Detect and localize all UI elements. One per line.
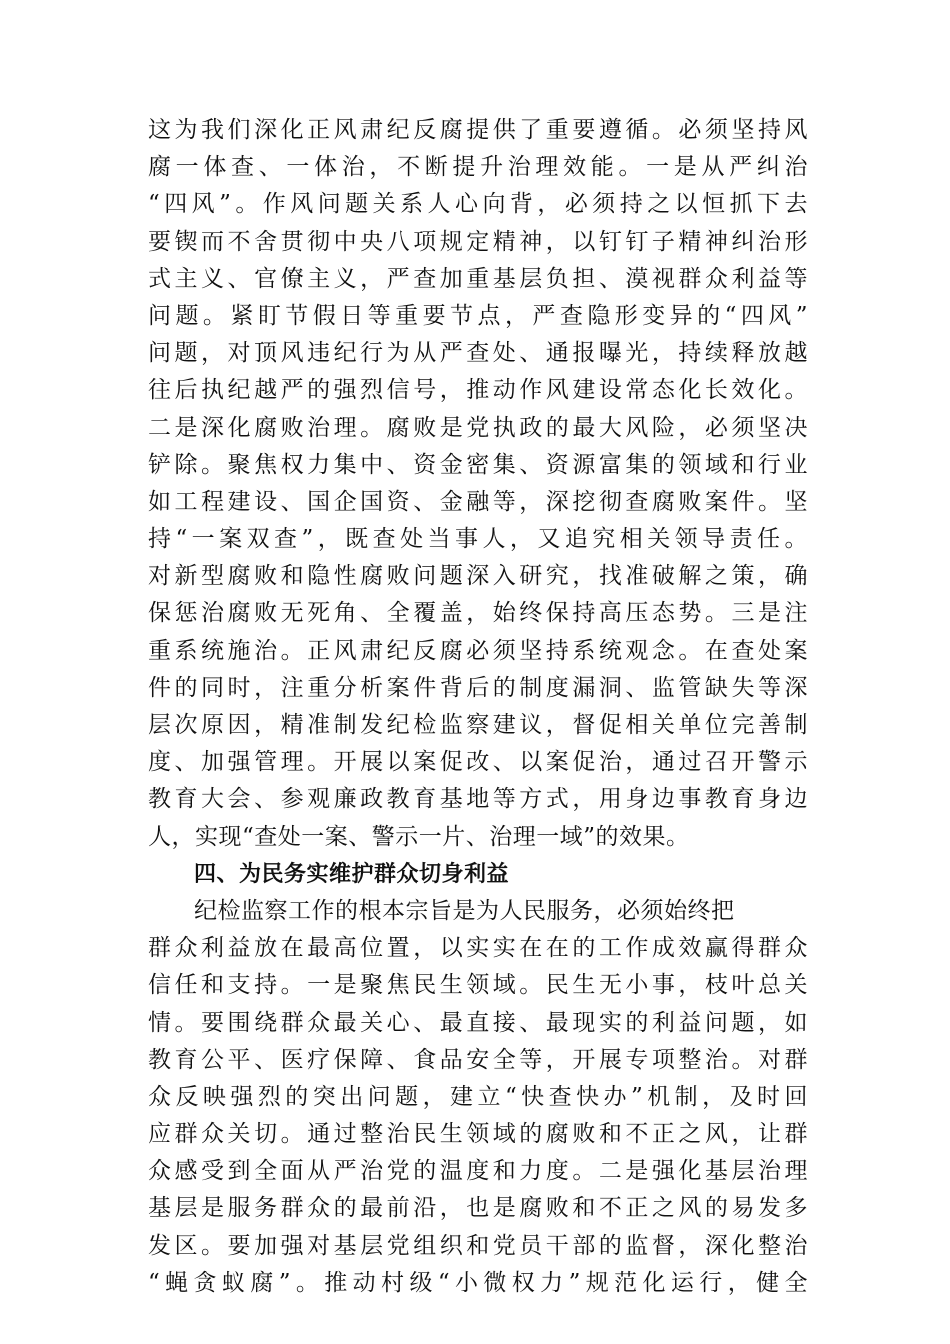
paragraph-line: 纪检监察工作的根本宗旨是为人民服务，必须始终把 (194, 897, 735, 924)
document-body (148, 112, 808, 1302)
paragraph-line: 腐一体查、一体治，不断提升治理效能。一是从严纠治 (148, 154, 808, 181)
paragraph-line: 问题，对顶风违纪行为从严查处、通报曝光，持续释放越 (148, 340, 808, 367)
paragraph-line: 往后执纪越严的强烈信号，推动作风建设常态化长效化。 (148, 377, 808, 404)
paragraph-line: “四风”。作风问题关系人心向背，必须持之以恒抓下去 (148, 191, 808, 218)
paragraph-line: 这为我们深化正风肃纪反腐提供了重要遵循。必须坚持风 (148, 117, 808, 143)
paragraph-line: 情。要围绕群众最关心、最直接、最现实的利益问题，如 (148, 1009, 808, 1036)
paragraph-line: 对新型腐败和隐性腐败问题深入研究，找准破解之策，确 (148, 563, 808, 590)
paragraph-line: 问题。紧盯节假日等重要节点，严查隐形变异的“四风” (148, 302, 808, 329)
paragraph-line: 持“一案双查”，既查处当事人，又追究相关领导责任。 (148, 526, 808, 553)
paragraph-line: 教育公平、医疗保障、食品安全等，开展专项整治。对群 (148, 1046, 808, 1073)
paragraph-line: 群众利益放在最高位置，以实实在在的工作成效赢得群众 (148, 935, 808, 962)
paragraph-line: 基层是服务群众的最前沿，也是腐败和不正之风的易发多 (148, 1195, 808, 1222)
paragraph-line: “蝇贪蚁腐”。推动村级“小微权力”规范化运行，健全 (148, 1269, 808, 1296)
paragraph-line: 人，实现“查处一案、警示一片、治理一域”的效果。 (148, 823, 690, 850)
paragraph-line: 件的同时，注重分析案件背后的制度漏洞、监管缺失等深 (148, 674, 808, 701)
paragraph-line: 式主义、官僚主义，严查加重基层负担、漠视群众利益等 (148, 265, 808, 292)
paragraph-line: 信任和支持。一是聚焦民生领域。民生无小事，枝叶总关 (148, 972, 808, 999)
paragraph-line: 保惩治腐败无死角、全覆盖，始终保持高压态势。三是注 (148, 600, 808, 627)
paragraph-line: 如工程建设、国企国资、金融等，深挖彻查腐败案件。坚 (148, 488, 808, 515)
paragraph-line: 层次原因，精准制发纪检监察建议，督促相关单位完善制 (148, 712, 808, 738)
paragraph-line: 发区。要加强对基层党组织和党员干部的监督，深化整治 (148, 1232, 808, 1259)
paragraph-line: 要锲而不舍贯彻中央八项规定精神，以钉钉子精神纠治形 (148, 228, 808, 255)
paragraph-line: 教育大会、参观廉政教育基地等方式，用身边事教育身边 (148, 786, 808, 813)
paragraph-line: 二是深化腐败治理。腐败是党执政的最大风险，必须坚决 (148, 414, 808, 441)
paragraph-line: 应群众关切。通过整治民生领域的腐败和不正之风，让群 (148, 1121, 808, 1148)
section-heading: 四、为民务实维护群众切身利益 (194, 861, 510, 887)
paragraph-line: 众感受到全面从严治党的温度和力度。二是强化基层治理 (148, 1158, 808, 1185)
paragraph-line: 众反映强烈的突出问题，建立“快查快办”机制，及时回 (148, 1083, 808, 1110)
paragraph-line: 度、加强管理。开展以案促改、以案促治，通过召开警示 (148, 749, 808, 776)
paragraph-line: 铲除。聚焦权力集中、资金密集、资源富集的领域和行业 (148, 451, 808, 478)
paragraph-line: 重系统施治。正风肃纪反腐必须坚持系统观念。在查处案 (148, 637, 808, 664)
